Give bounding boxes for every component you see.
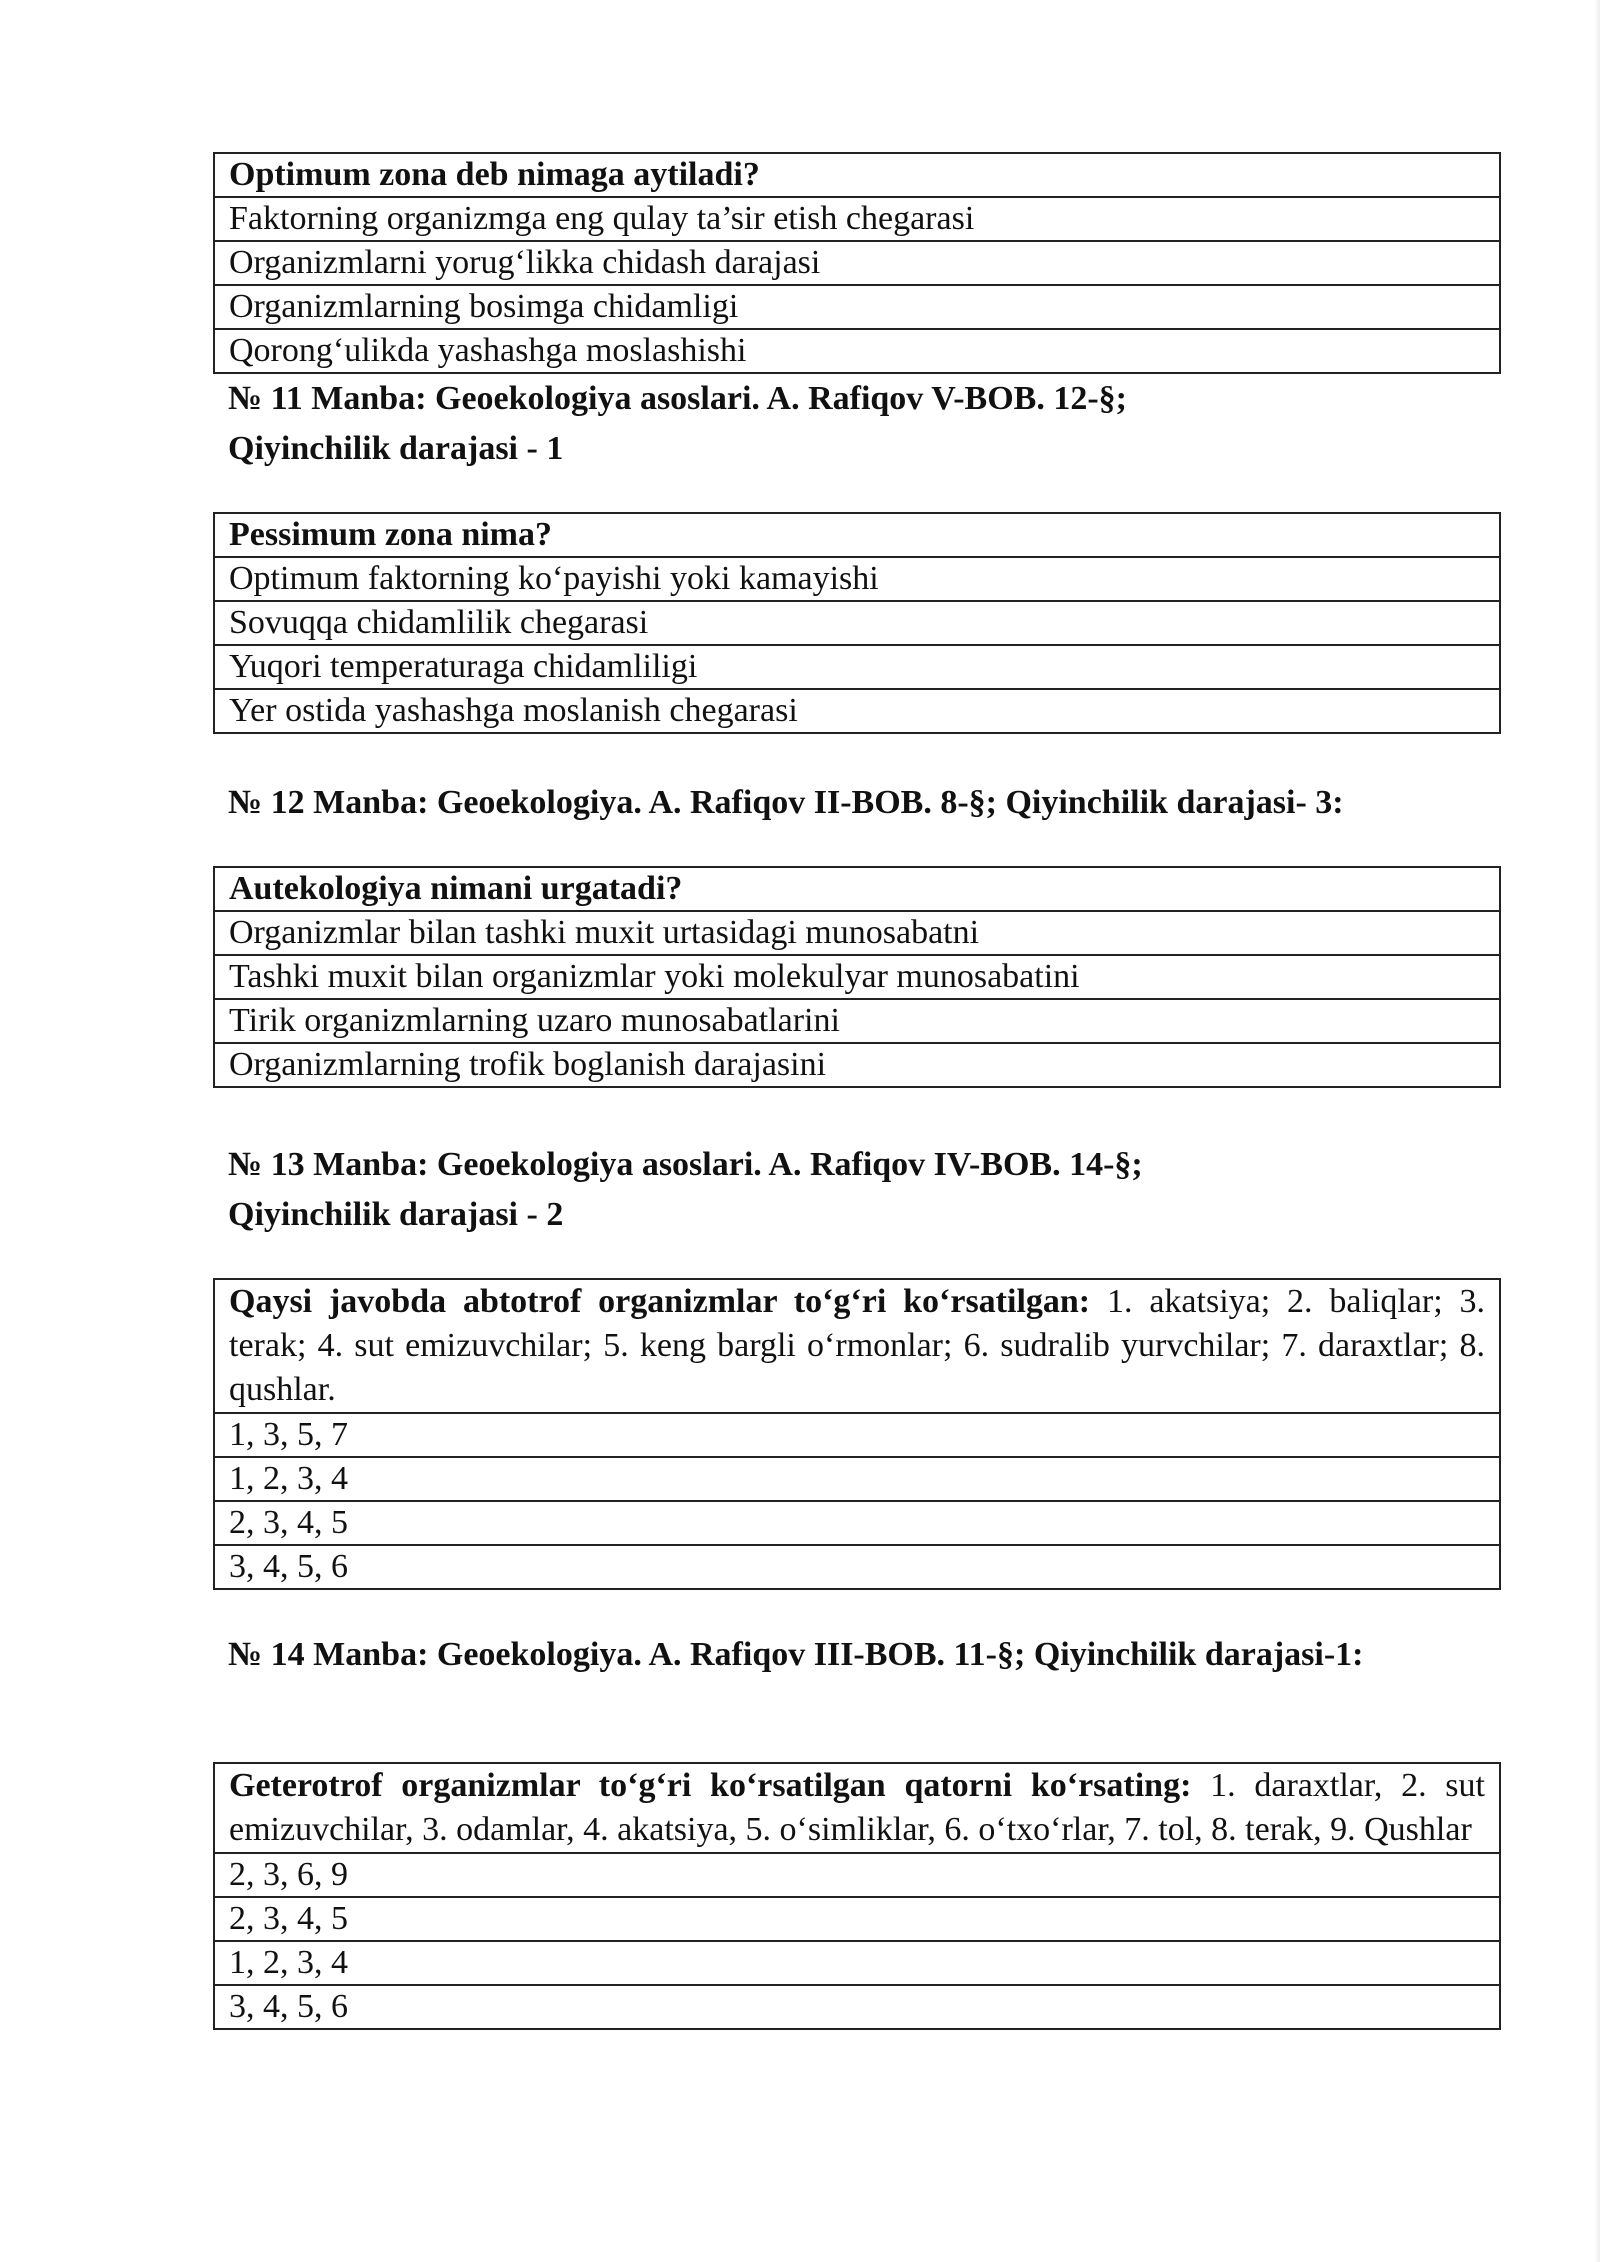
page-edge — [1594, 0, 1600, 2262]
question-table-pessimum — [213, 512, 1501, 734]
question-text: Qaysi javobda abtotrof organizmlar to‘g‘ri ko‘rsatilgan: — [229, 1283, 1091, 1320]
question-table-optimum — [213, 152, 1501, 374]
answer-option: 1, 3, 5, 7 — [214, 1413, 1500, 1457]
question-options: 1. daraxtlar, 2. sut emizuvchilar, 3. odamlar, 4. akatsiya, 5. o‘simliklar, 6. o‘txo‘rlar, 7. tol, 8. terak, 9. Qushlar — [229, 1767, 1485, 1848]
question-text: Autekologiya nimani urgatadi? — [229, 870, 683, 907]
question-cell — [214, 1763, 1500, 1853]
answer-option: 1, 2, 3, 4 — [214, 1457, 1500, 1501]
answer-option: Tashki muxit bilan organizmlar yoki molekulyar munosabatini — [214, 955, 1500, 999]
question-options: 1. akatsiya; 2. baliqlar; 3. terak; 4. sut emizuvchilar; 5. keng bargli o‘rmonlar; 6. sudralib yurvchilar; 7. daraxtlar; 8. qushlar. — [229, 1283, 1485, 1408]
answer-option: Optimum faktorning ko‘payishi yoki kamayishi — [214, 557, 1500, 601]
question-text: Optimum zona deb nimaga aytiladi? — [229, 156, 760, 193]
heading-line: Qiyinchilik darajasi - 2 — [228, 1196, 564, 1233]
heading-line: № 12 Manba: Geoekologiya. A. Rafiqov II-BOB. 8-§; Qiyinchilik darajasi- 3: — [228, 784, 1344, 821]
question-text: Geterotrof organizmlar to‘g‘ri ko‘rsatilgan qatorni ko‘rsating: — [229, 1767, 1192, 1804]
answer-option: Organizmlar bilan tashki muxit urtasidagi munosabatni — [214, 911, 1500, 955]
heading-line: № 14 Manba: Geoekologiya. A. Rafiqov III-BOB. 11-§; Qiyinchilik darajasi-1: — [228, 1636, 1364, 1673]
question-cell — [214, 153, 1500, 197]
question-text: Pessimum zona nima? — [229, 516, 552, 553]
answer-option: 3, 4, 5, 6 — [214, 1545, 1500, 1589]
answer-option: Faktorning organizmga eng qulay ta’sir etish chegarasi — [214, 197, 1500, 241]
answer-option: Organizmlarni yorug‘likka chidash darajasi — [214, 241, 1500, 285]
question-table-geterotrof — [213, 1762, 1501, 2030]
answer-option: 3, 4, 5, 6 — [214, 1985, 1500, 2029]
answer-option: Yer ostida yashashga moslanish chegarasi — [214, 689, 1500, 733]
question-heading-11 — [228, 374, 1496, 474]
heading-line: № 13 Manba: Geoekologiya asoslari. A. Rafiqov IV-BOB. 14-§; — [228, 1146, 1143, 1183]
heading-line: № 11 Manba: Geoekologiya asoslari. A. Rafiqov V-BOB. 12-§; — [228, 380, 1127, 417]
answer-option: Organizmlarning trofik boglanish darajasini — [214, 1043, 1500, 1087]
question-heading-13 — [228, 1140, 1496, 1240]
question-heading-12 — [228, 778, 1496, 828]
answer-option: Yuqori temperaturaga chidamliligi — [214, 645, 1500, 689]
answer-option: 2, 3, 6, 9 — [214, 1853, 1500, 1897]
answer-option: Qorong‘ulikda yashashga moslashishi — [214, 329, 1500, 373]
question-table-autekologiya — [213, 866, 1501, 1088]
answer-option: Sovuqqa chidamlilik chegarasi — [214, 601, 1500, 645]
answer-option: 1, 2, 3, 4 — [214, 1941, 1500, 1985]
question-heading-14 — [228, 1630, 1496, 1680]
heading-line: Qiyinchilik darajasi - 1 — [228, 430, 564, 467]
question-cell — [214, 867, 1500, 911]
answer-option: Organizmlarning bosimga chidamligi — [214, 285, 1500, 329]
question-cell — [214, 513, 1500, 557]
question-table-abtotrof — [213, 1278, 1501, 1590]
answer-option: 2, 3, 4, 5 — [214, 1897, 1500, 1941]
question-cell — [214, 1279, 1500, 1413]
answer-option: 2, 3, 4, 5 — [214, 1501, 1500, 1545]
answer-option: Tirik organizmlarning uzaro munosabatlarini — [214, 999, 1500, 1043]
